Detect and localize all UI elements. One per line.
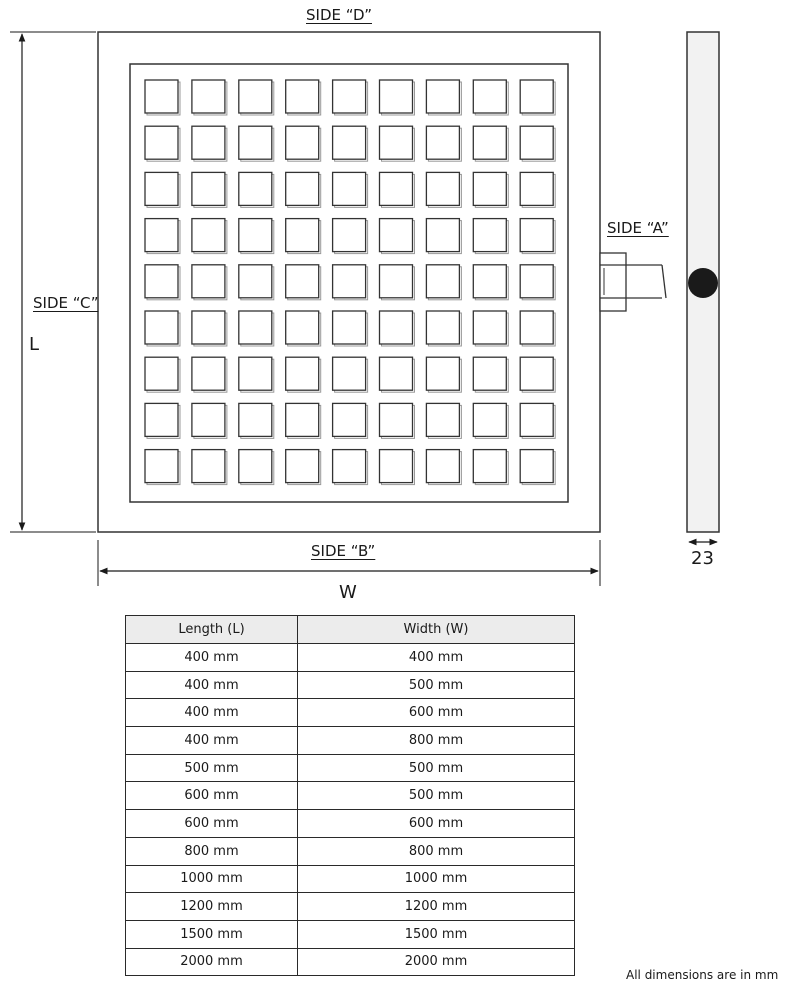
width-cell: 800 mm: [298, 837, 575, 865]
grid-cell: [426, 219, 459, 252]
grid-cell: [426, 126, 459, 159]
grid-cell: [286, 357, 319, 390]
side-profile-port: [688, 268, 718, 298]
grid-cell: [333, 311, 366, 344]
grid-cell: [145, 172, 178, 205]
grid-cell: [473, 219, 506, 252]
table-row: [126, 865, 575, 893]
length-cell: 1200 mm: [126, 893, 298, 921]
grid-cell: [473, 403, 506, 436]
cell-grid: [145, 80, 555, 485]
grid-cell: [380, 219, 413, 252]
grid-cell: [380, 311, 413, 344]
width-cell: 1200 mm: [298, 893, 575, 921]
grid-cell: [286, 450, 319, 483]
table-row: [126, 644, 575, 672]
grid-cell: [473, 265, 506, 298]
grid-cell: [380, 357, 413, 390]
grid-cell: [239, 172, 272, 205]
width-cell: 500 mm: [298, 782, 575, 810]
length-cell: 600 mm: [126, 810, 298, 838]
grid-cell: [473, 126, 506, 159]
grid-cell: [473, 172, 506, 205]
grid-cell: [333, 80, 366, 113]
width-cell: 400 mm: [298, 644, 575, 672]
table-header-row: [126, 616, 575, 644]
header-length: Length (L): [126, 616, 298, 644]
grid-cell: [333, 450, 366, 483]
grid-cell: [192, 219, 225, 252]
grid-cell: [473, 311, 506, 344]
length-cell: 1500 mm: [126, 920, 298, 948]
length-cell: 400 mm: [126, 699, 298, 727]
length-cell: 2000 mm: [126, 948, 298, 976]
grid-cell: [239, 311, 272, 344]
grid-cell: [333, 126, 366, 159]
grid-cell: [145, 450, 178, 483]
grid-cell: [473, 80, 506, 113]
width-cell: 1000 mm: [298, 865, 575, 893]
grid-cell: [520, 311, 553, 344]
grid-cell: [145, 311, 178, 344]
table-row: [126, 948, 575, 976]
grid-cell: [192, 311, 225, 344]
grid-cell: [286, 172, 319, 205]
grid-cell: [145, 357, 178, 390]
grid-cell: [473, 450, 506, 483]
table-row: [126, 810, 575, 838]
grid-cell: [239, 357, 272, 390]
table-row: [126, 699, 575, 727]
grid-cell: [192, 403, 225, 436]
grid-cell: [426, 80, 459, 113]
grid-cell: [426, 172, 459, 205]
grid-cell: [286, 403, 319, 436]
grid-cell: [520, 80, 553, 113]
table-row: [126, 782, 575, 810]
grid-cell: [520, 403, 553, 436]
grid-cell: [239, 403, 272, 436]
side-a-label: SIDE “A”: [607, 219, 669, 237]
grid-cell: [145, 265, 178, 298]
grid-cell: [145, 80, 178, 113]
grid-cell: [333, 172, 366, 205]
grid-cell: [426, 311, 459, 344]
grid-cell: [145, 403, 178, 436]
grid-cell: [286, 80, 319, 113]
length-cell: 800 mm: [126, 837, 298, 865]
length-cell: 400 mm: [126, 644, 298, 672]
grid-cell: [520, 450, 553, 483]
grid-cell: [380, 403, 413, 436]
grid-cell: [380, 126, 413, 159]
length-cell: 400 mm: [126, 727, 298, 755]
grid-cell: [192, 357, 225, 390]
grid-cell: [426, 357, 459, 390]
table-row: [126, 727, 575, 755]
grid-cell: [426, 403, 459, 436]
grid-cell: [473, 357, 506, 390]
grid-cell: [192, 450, 225, 483]
table-row: [126, 893, 575, 921]
grid-cell: [380, 172, 413, 205]
grid-cell: [286, 126, 319, 159]
side-a-connector-end: [662, 265, 666, 298]
grid-cell: [145, 126, 178, 159]
thickness-label: 23: [691, 548, 714, 569]
grid-cell: [520, 126, 553, 159]
grid-cell: [239, 219, 272, 252]
length-cell: 400 mm: [126, 671, 298, 699]
grid-cell: [380, 80, 413, 113]
grid-cell: [520, 357, 553, 390]
table-row: [126, 754, 575, 782]
grid-cell: [520, 172, 553, 205]
length-cell: 1000 mm: [126, 865, 298, 893]
width-cell: 1500 mm: [298, 920, 575, 948]
header-width: Width (W): [298, 616, 575, 644]
width-label: W: [339, 582, 357, 603]
grid-cell: [426, 450, 459, 483]
length-label: L: [29, 334, 40, 355]
table-row: [126, 837, 575, 865]
grid-cell: [192, 126, 225, 159]
table-row: [126, 671, 575, 699]
grid-cell: [286, 265, 319, 298]
table-row: [126, 920, 575, 948]
width-cell: 600 mm: [298, 810, 575, 838]
dimensions-table: [125, 615, 575, 976]
grid-cell: [333, 357, 366, 390]
grid-cell: [239, 265, 272, 298]
width-cell: 800 mm: [298, 727, 575, 755]
grid-cell: [520, 219, 553, 252]
length-cell: 500 mm: [126, 754, 298, 782]
grid-cell: [426, 265, 459, 298]
grid-cell: [192, 172, 225, 205]
length-cell: 600 mm: [126, 782, 298, 810]
grid-cell: [192, 265, 225, 298]
grid-cell: [239, 450, 272, 483]
grid-cell: [333, 265, 366, 298]
grid-cell: [286, 219, 319, 252]
footnote: All dimensions are in mm: [626, 968, 779, 982]
side-d-label: SIDE “D”: [306, 6, 372, 24]
width-cell: 500 mm: [298, 671, 575, 699]
grid-cell: [239, 126, 272, 159]
width-cell: 600 mm: [298, 699, 575, 727]
side-b-label: SIDE “B”: [311, 542, 376, 560]
side-c-label: SIDE “C”: [33, 294, 99, 312]
grid-cell: [333, 403, 366, 436]
grid-cell: [286, 311, 319, 344]
grid-cell: [380, 450, 413, 483]
width-cell: 500 mm: [298, 754, 575, 782]
grid-cell: [145, 219, 178, 252]
grid-cell: [333, 219, 366, 252]
grid-cell: [192, 80, 225, 113]
grid-cell: [239, 80, 272, 113]
grid-cell: [520, 265, 553, 298]
grid-cell: [380, 265, 413, 298]
width-cell: 2000 mm: [298, 948, 575, 976]
